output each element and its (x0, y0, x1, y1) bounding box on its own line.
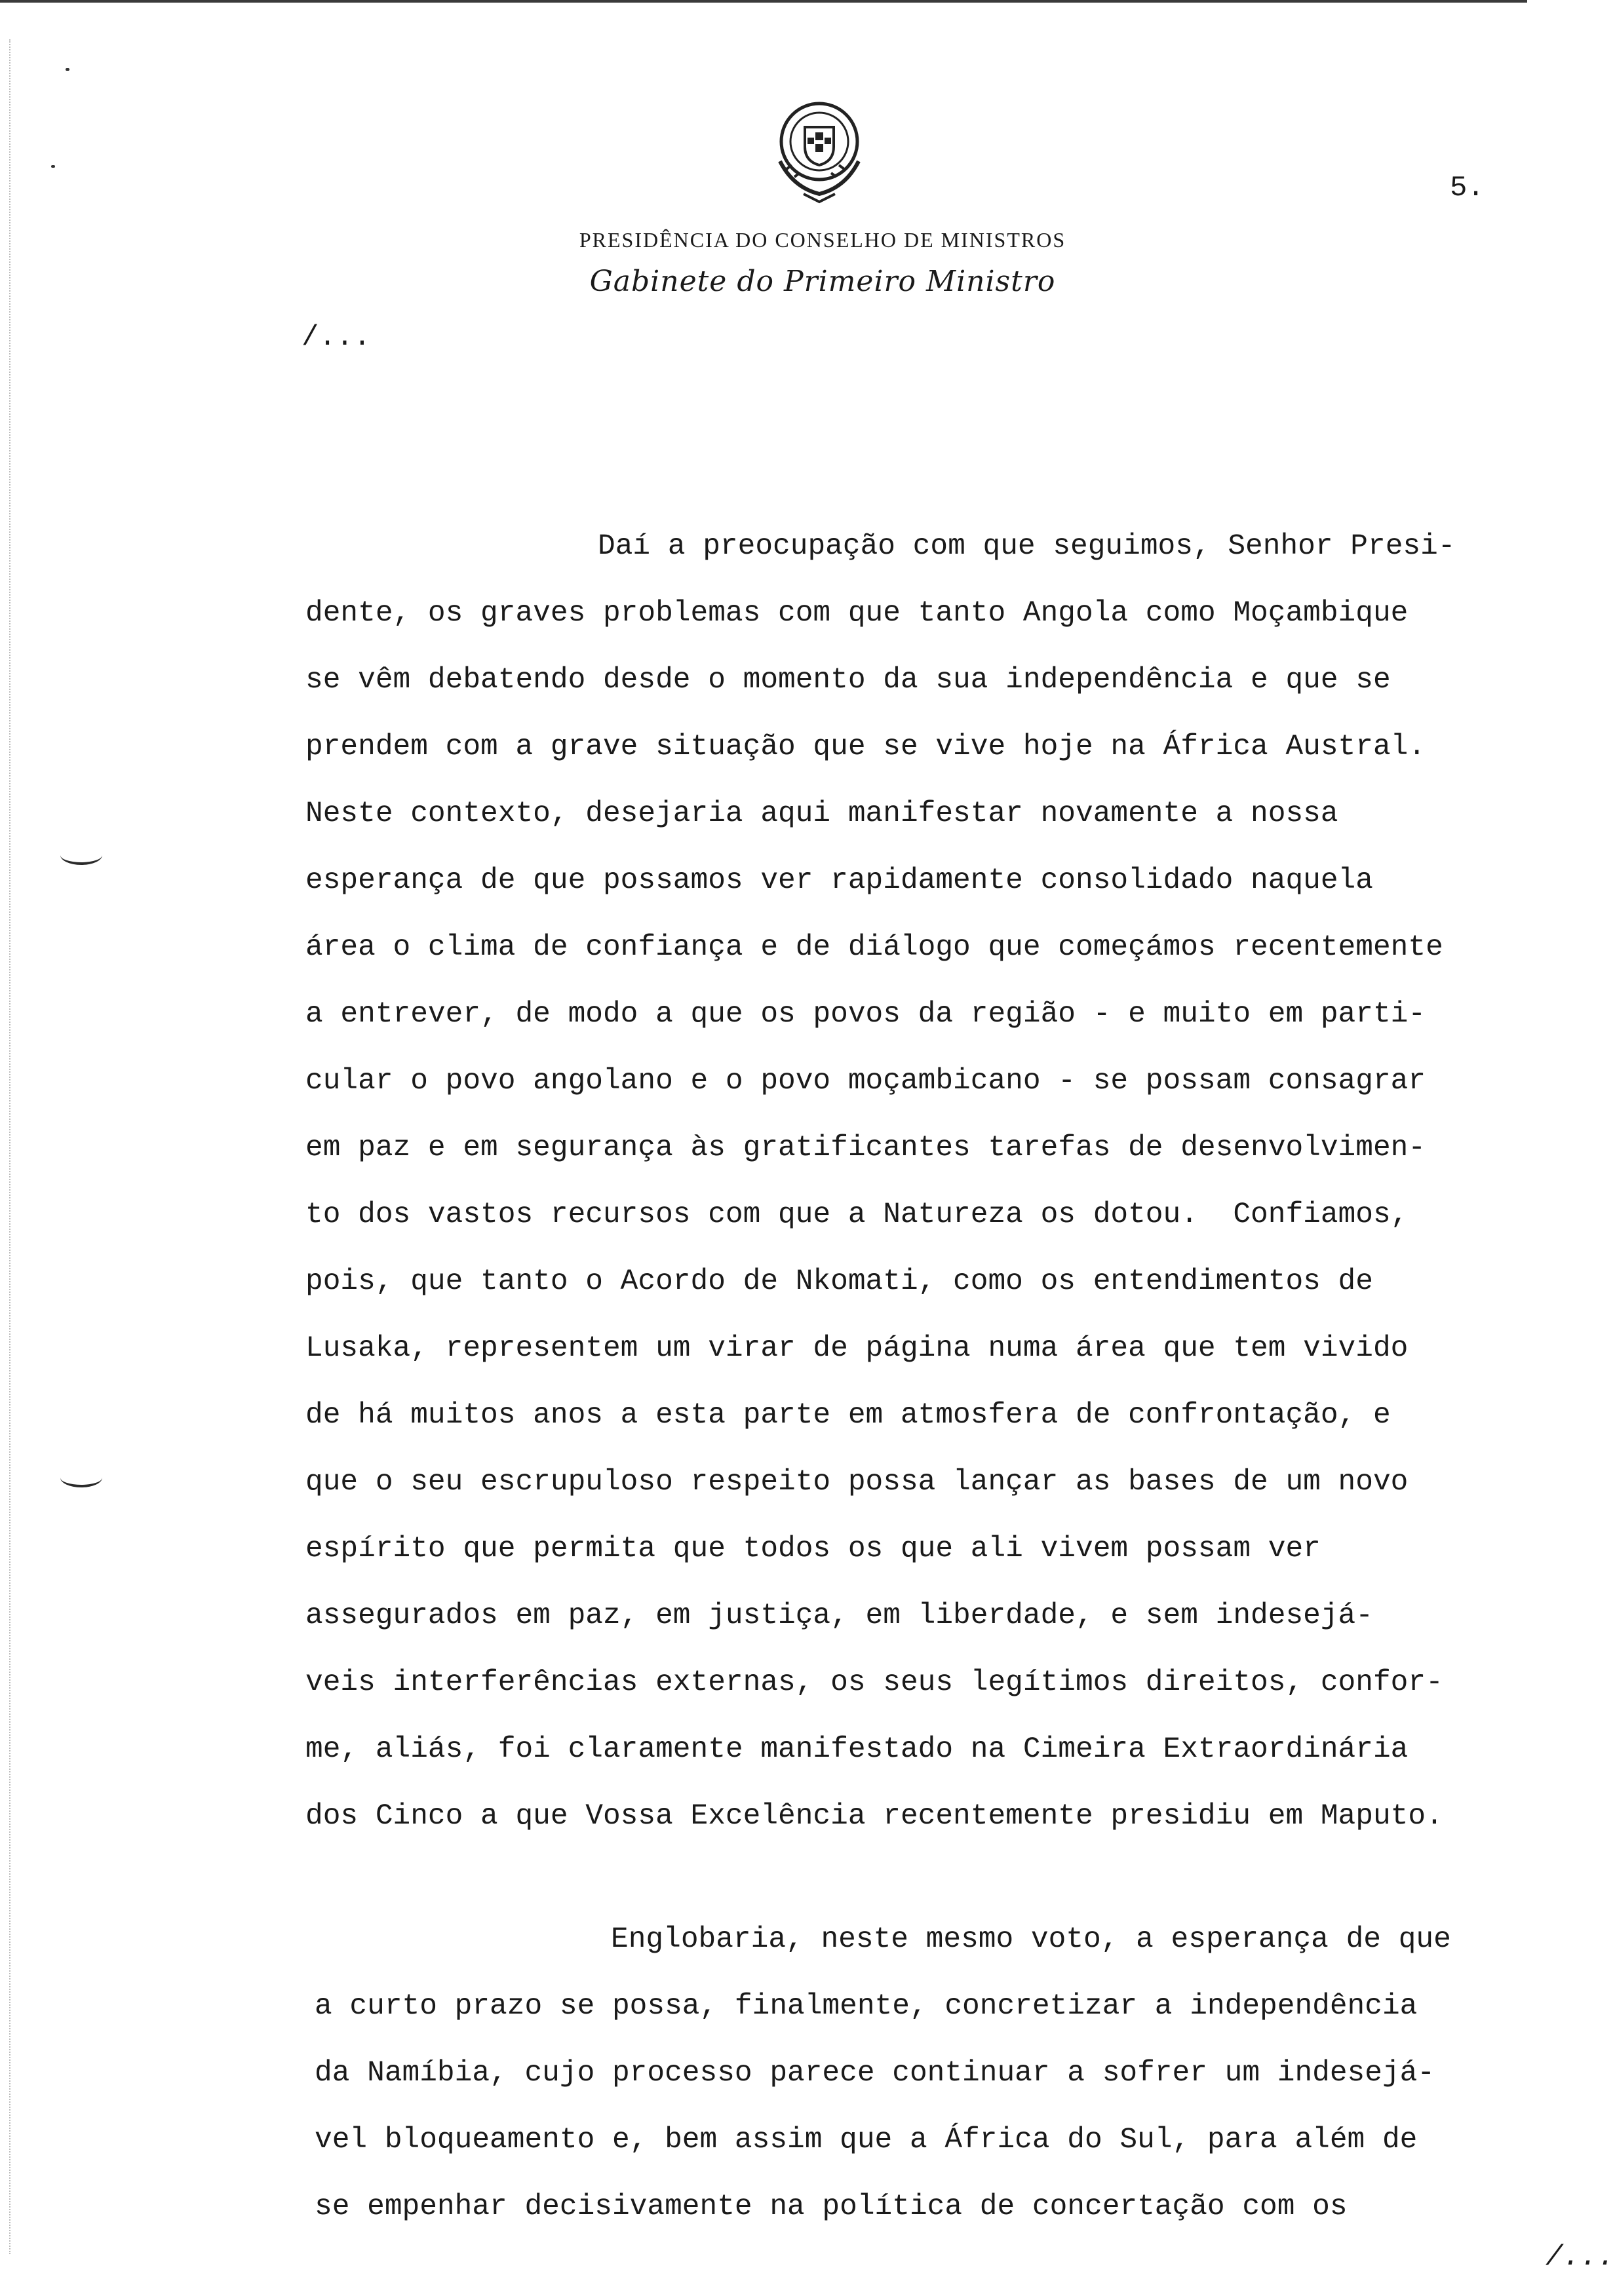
continuation-mark-top: /... (302, 321, 371, 354)
page-number: 5. (1450, 172, 1485, 204)
top-border-line (0, 0, 1527, 3)
text-line: se vêm debatendo desde o momento da sua independência e que se (305, 664, 1391, 697)
text-line: cular o povo angolano e o povo moçambicano - se possam consagrar (305, 1065, 1426, 1098)
text-line: de há muitos anos a esta parte em atmosfera de confrontação, e (305, 1399, 1391, 1432)
continuation-mark-bottom: /... (1546, 2241, 1615, 2274)
text-line: que o seu escrupuloso respeito possa lançar as bases de um novo (305, 1466, 1409, 1499)
text-line: veis interferências externas, os seus legítimos direitos, confor- (305, 1666, 1443, 1699)
margin-mark-1 (60, 845, 102, 865)
text-line: me, aliás, foi claramente manifestado na Cimeira Extraordinária (305, 1733, 1409, 1766)
text-line: a entrever, de modo a que os povos da região - e muito em parti- (305, 998, 1426, 1031)
text-line: Englobaria, neste mesmo voto, a esperança de que (611, 1923, 1451, 1956)
text-line: se empenhar decisivamente na política de concertação com os (315, 2191, 1348, 2223)
scan-speck (66, 68, 69, 71)
text-line: vel bloqueamento e, bem assim que a África do Sul, para além de (315, 2124, 1418, 2156)
text-line: dente, os graves problemas com que tanto Angola como Moçambique (305, 597, 1409, 630)
text-line: Daí a preocupação com que seguimos, Senhor Presi- (598, 530, 1456, 563)
text-line: área o clima de confiança e de diálogo que começámos recentemente (305, 931, 1443, 964)
text-line: pois, que tanto o Acordo de Nkomati, como os entendimentos de (305, 1265, 1373, 1298)
text-line: espírito que permita que todos os que ali vivem possam ver (305, 1533, 1321, 1565)
left-margin-dots (9, 39, 10, 2254)
text-line: a curto prazo se possa, finalmente, concretizar a independência (315, 1990, 1418, 2023)
text-line: Neste contexto, desejaria aqui manifestar novamente a nossa (305, 797, 1338, 830)
scan-speck (51, 165, 55, 168)
text-line: esperança de que possamos ver rapidamente consolidado naquela (305, 864, 1373, 897)
margin-mark-2 (60, 1468, 102, 1487)
text-line: da Namíbia, cujo processo parece continuar a sofrer um indesejá- (315, 2057, 1435, 2090)
text-line: prendem com a grave situação que se vive hoje na África Austral. (305, 731, 1426, 763)
office-title: PRESIDÊNCIA DO CONSELHO DE MINISTROS (579, 228, 1066, 252)
text-line: to dos vastos recursos com que a Natureza os dotou. Confiamos, (305, 1198, 1409, 1231)
text-line: assegurados em paz, em justiça, em liberdade, e sem indesejá- (305, 1599, 1373, 1632)
text-line: Lusaka, representem um virar de página numa área que tem vivido (305, 1332, 1409, 1365)
coat-of-arms-seal (767, 96, 872, 207)
office-subtitle: Gabinete do Primeiro Ministro (589, 265, 1056, 298)
text-line: em paz e em segurança às gratificantes tarefas de desenvolvimen- (305, 1132, 1426, 1164)
text-line: dos Cinco a que Vossa Excelência recentemente presidiu em Maputo. (305, 1800, 1443, 1833)
